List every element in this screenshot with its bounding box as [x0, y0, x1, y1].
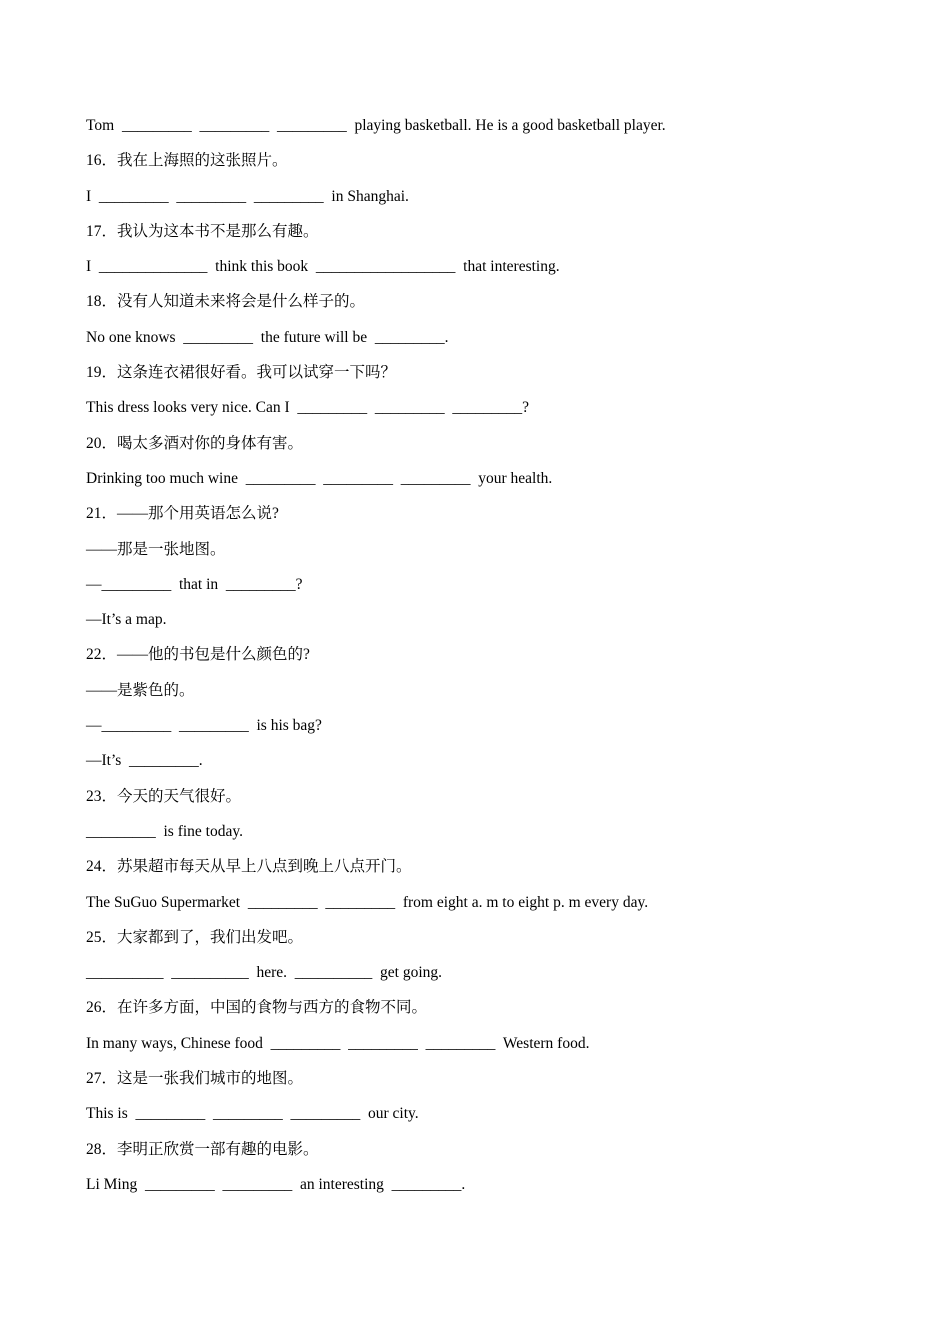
- question-27: 27．这是一张我们城市的地图。: [86, 1070, 304, 1088]
- question-18: 18．没有人知道未来将会是什么样子的。: [86, 293, 366, 311]
- answer-line-23: _________ is fine today.: [86, 822, 243, 840]
- question-21: 21．——那个用英语怎么说?: [86, 505, 279, 523]
- answer-line-20: Drinking too much wine _________ _________ _________ your health.: [86, 469, 553, 487]
- question-21-reply: ——那是一张地图。: [86, 540, 226, 558]
- answer-line-28: Li Ming _________ _________ an interesting _________.: [86, 1175, 466, 1193]
- answer-line-21a: —_________ that in _________?: [86, 575, 303, 593]
- answer-line-26: In many ways, Chinese food _________ _________ _________ Western food.: [86, 1034, 590, 1052]
- question-19: 19．这条连衣裙很好看。我可以试穿一下吗？: [86, 364, 397, 382]
- answer-line-15: Tom _________ _________ _________ playing basketball. He is a good basketball player.: [86, 117, 666, 134]
- answer-line-22b: —It’s _________.: [86, 752, 203, 770]
- question-16: 16．我在上海照的这张照片。: [86, 152, 288, 170]
- question-24: 24．苏果超市每天从早上八点到晚上八点开门。: [86, 858, 412, 876]
- question-26: 26．在许多方面，中国的食物与西方的食物不同。: [86, 999, 428, 1017]
- question-28: 28．李明正欣赏一部有趣的电影。: [86, 1140, 319, 1158]
- answer-line-24: The SuGuo Supermarket _________ _________ from eight a. m to eight p. m every day.: [86, 893, 649, 911]
- question-17: 17．我认为这本书不是那么有趣。: [86, 222, 319, 240]
- answer-line-19: This dress looks very nice. Can I _________ _________ _________?: [86, 399, 529, 417]
- answer-line-16: I _________ _________ _________ in Shanghai.: [86, 187, 409, 205]
- question-20: 20．喝太多酒对你的身体有害。: [86, 434, 304, 452]
- answer-line-27: This is _________ _________ _________ our city.: [86, 1105, 419, 1123]
- question-22-reply: ——是紫色的。: [86, 681, 195, 699]
- answer-line-25: __________ __________ here. __________ get going.: [86, 964, 443, 982]
- worksheet-page: [86, 116, 666, 1210]
- answer-line-22a: —_________ _________ is his bag?: [86, 717, 322, 735]
- answer-line-17: I ______________ think this book __________________ that interesting.: [86, 258, 560, 276]
- answer-line-21b: —It’s a map.: [86, 611, 167, 629]
- answer-line-18: No one knows _________ the future will be _________.: [86, 328, 449, 346]
- question-23: 23．今天的天气很好。: [86, 787, 242, 805]
- question-22: 22．——他的书包是什么颜色的?: [86, 646, 310, 664]
- question-25: 25．大家都到了，我们出发吧。: [86, 928, 304, 946]
